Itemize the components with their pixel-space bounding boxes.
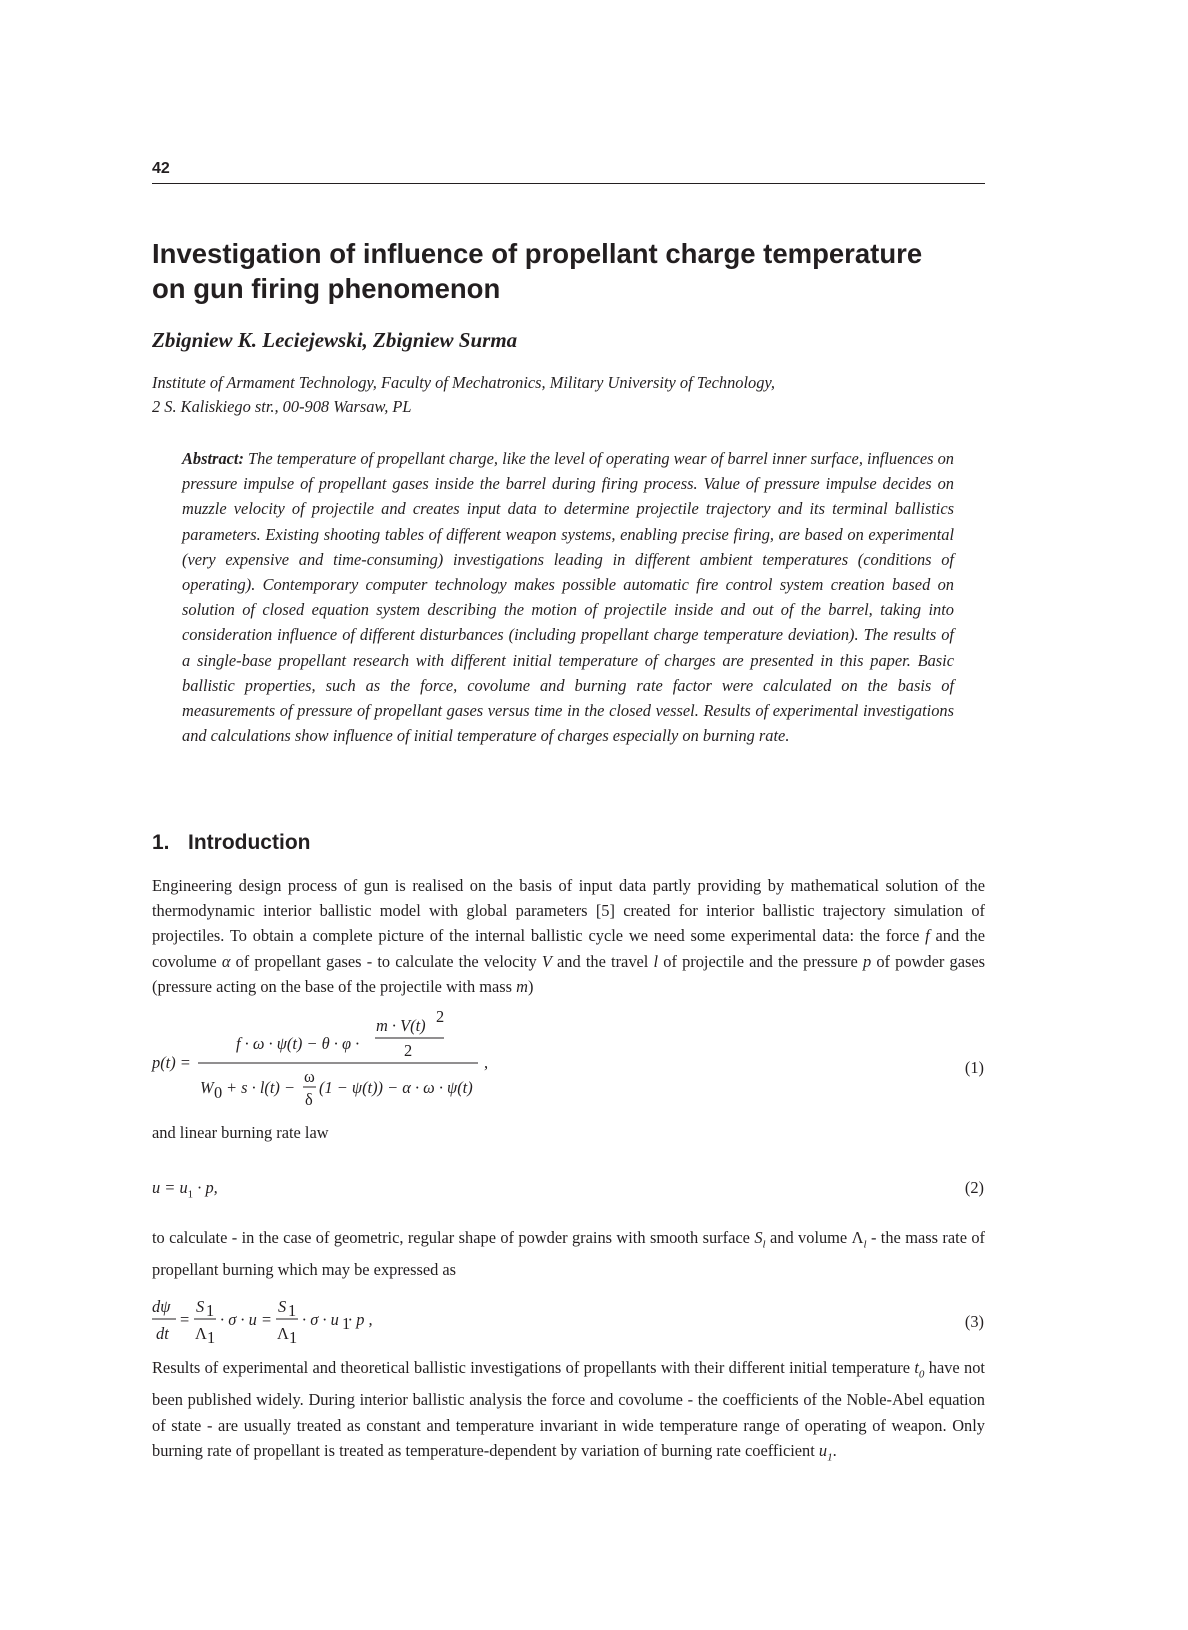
eq1-numerator: f · ω · ψ(t) − θ · φ · <box>236 1034 360 1053</box>
equation-2-label: (2) <box>964 1178 984 1197</box>
abstract-text: The temperature of propellant charge, like the level of operating wear of barrel inner surface, influences on pressure impulse of propellant gases inside the barrel during firing process. Value of pressure impulse decides on muzzle velocity of projectile and creates input data to determine projectile trajectory and its terminal ballistics parameters. Existing shooting tables of different weapon systems, enabling precise firing, are based on experimental (very expensive and time-consuming) investigations leading in different ambient temperatures (conditions of operating). Contemporary computer technology makes possible automatic fire control system creation based on solution of closed equation system describing the motion of projectile inside and out of the barrel, taking into consideration influence of different disturbances (including propellant charge temperature deviation). The results of a single-base propellant research with different initial temperature of charges are presented in this paper. Basic ballistic properties, such as the force, covolume and burning rate factor were calculated on the basis of measurements of pressure of propellant gases versus time in the closed vessel. Results of experimental investigations and calculations show influence of initial temperature of charges especially on burning rate. <box>182 449 954 746</box>
eq1-den-c: (1 − ψ(t)) − α · ω · ψ(t) <box>319 1078 473 1097</box>
section-heading-introduction <box>152 831 310 855</box>
title-line-1: Investigation of influence of propellant charge temperature <box>152 238 923 269</box>
equation-2: $u = u_1 \cdot p$, <box>152 1178 218 1201</box>
section-number: 1. <box>152 831 170 854</box>
eq1-den-frac-den: δ <box>305 1090 313 1109</box>
eq1-den-W-sub: 0 <box>214 1083 223 1102</box>
eq3-tail-sub: 1 <box>342 1314 351 1333</box>
equation-3-label: (3) <box>964 1312 984 1331</box>
eq1-lhs: p(t) = <box>152 1053 191 1072</box>
eq3-L1-b-sub: 1 <box>289 1328 298 1347</box>
eq3-S1-a: S <box>196 1297 205 1316</box>
eq3-S1-a-sub: 1 <box>206 1301 215 1320</box>
eq1-den-frac-num: ω <box>304 1067 315 1086</box>
eq1-den-b: + s · l(t) − <box>226 1078 296 1097</box>
page-number: 42 <box>152 160 170 177</box>
equation-1 <box>148 1008 508 1114</box>
authors: Zbigniew K. Leciejewski, Zbigniew Surma <box>152 328 518 352</box>
eq3-mid: · σ · u = <box>220 1310 272 1329</box>
affiliation <box>152 371 775 419</box>
equation-3 <box>150 1294 390 1350</box>
eq3-S1-b-sub: 1 <box>288 1301 297 1320</box>
paper-title <box>152 236 992 306</box>
header-rule <box>152 183 985 184</box>
eq3-L1-a-sub: 1 <box>207 1328 216 1347</box>
eq3-tail-end: · p , <box>348 1310 373 1329</box>
eq1-den-W: W <box>200 1078 214 1097</box>
eq3-S1-b: S <box>278 1297 287 1316</box>
title-line-2: on gun firing phenomenon <box>152 273 501 304</box>
intro-paragraph-4: Results of experimental and theoretical ballistic investigations of propellants with their different initial temperature $t_0$ have not been published widely. During interior ballistic analysis the force and covolume - the coefficients of the Noble-Abel equation of state - are usually treated as constant and temperature invariant in wide temperature range of operating of weapon. Only burning rate of propellant is treated as temperature-dependent by variation of burning rate coefficient $u_1$. <box>152 1358 985 1464</box>
intro-paragraph-3: to calculate - in the case of geometric, regular shape of powder grains with smooth surface $S_l$ and volume $\Lambda_l$ - the mass rate of propellant burning which may be expressed as <box>152 1228 986 1280</box>
affiliation-line-1: Institute of Armament Technology, Faculty of Mechatronics, Military University of Technology, <box>152 373 775 392</box>
affiliation-line-2: 2 S. Kaliskiego str., 00-908 Warsaw, PL <box>152 397 412 416</box>
abstract <box>182 446 954 748</box>
abstract-label: Abstract: <box>182 449 244 468</box>
eq3-dpsi: dψ <box>152 1297 171 1316</box>
intro-paragraph-1: Engineering design process of gun is realised on the basis of input data partly providing by mathematical solution of the thermodynamic interior ballistic model with global parameters [5] created for interior ballistic trajectory simulation of projectiles. To obtain a complete picture of the internal ballistic cycle we need some experimental data: the force f and the covolume α of propellant gases - to calculate the velocity V and the travel l of projectile and the pressure p of powder gases (pressure acting on the base of the projectile with mass m) <box>152 876 985 996</box>
eq3-L1-a: Λ <box>195 1324 207 1343</box>
equation-1-label: (1) <box>964 1058 984 1077</box>
eq1-comma: , <box>484 1053 489 1072</box>
intro-paragraph-2: and linear burning rate law <box>152 1123 329 1142</box>
section-title: Introduction <box>188 831 311 854</box>
eq1-inner-numerator: m · V(t) <box>376 1016 426 1035</box>
eq3-tail: · σ · u <box>302 1310 339 1329</box>
eq3-dt: dt <box>156 1324 169 1343</box>
eq3-L1-b: Λ <box>277 1324 289 1343</box>
eq3-eq-1: = <box>180 1310 190 1329</box>
eq1-inner-denominator: 2 <box>404 1041 413 1060</box>
eq1-inner-exponent: 2 <box>436 1008 445 1026</box>
